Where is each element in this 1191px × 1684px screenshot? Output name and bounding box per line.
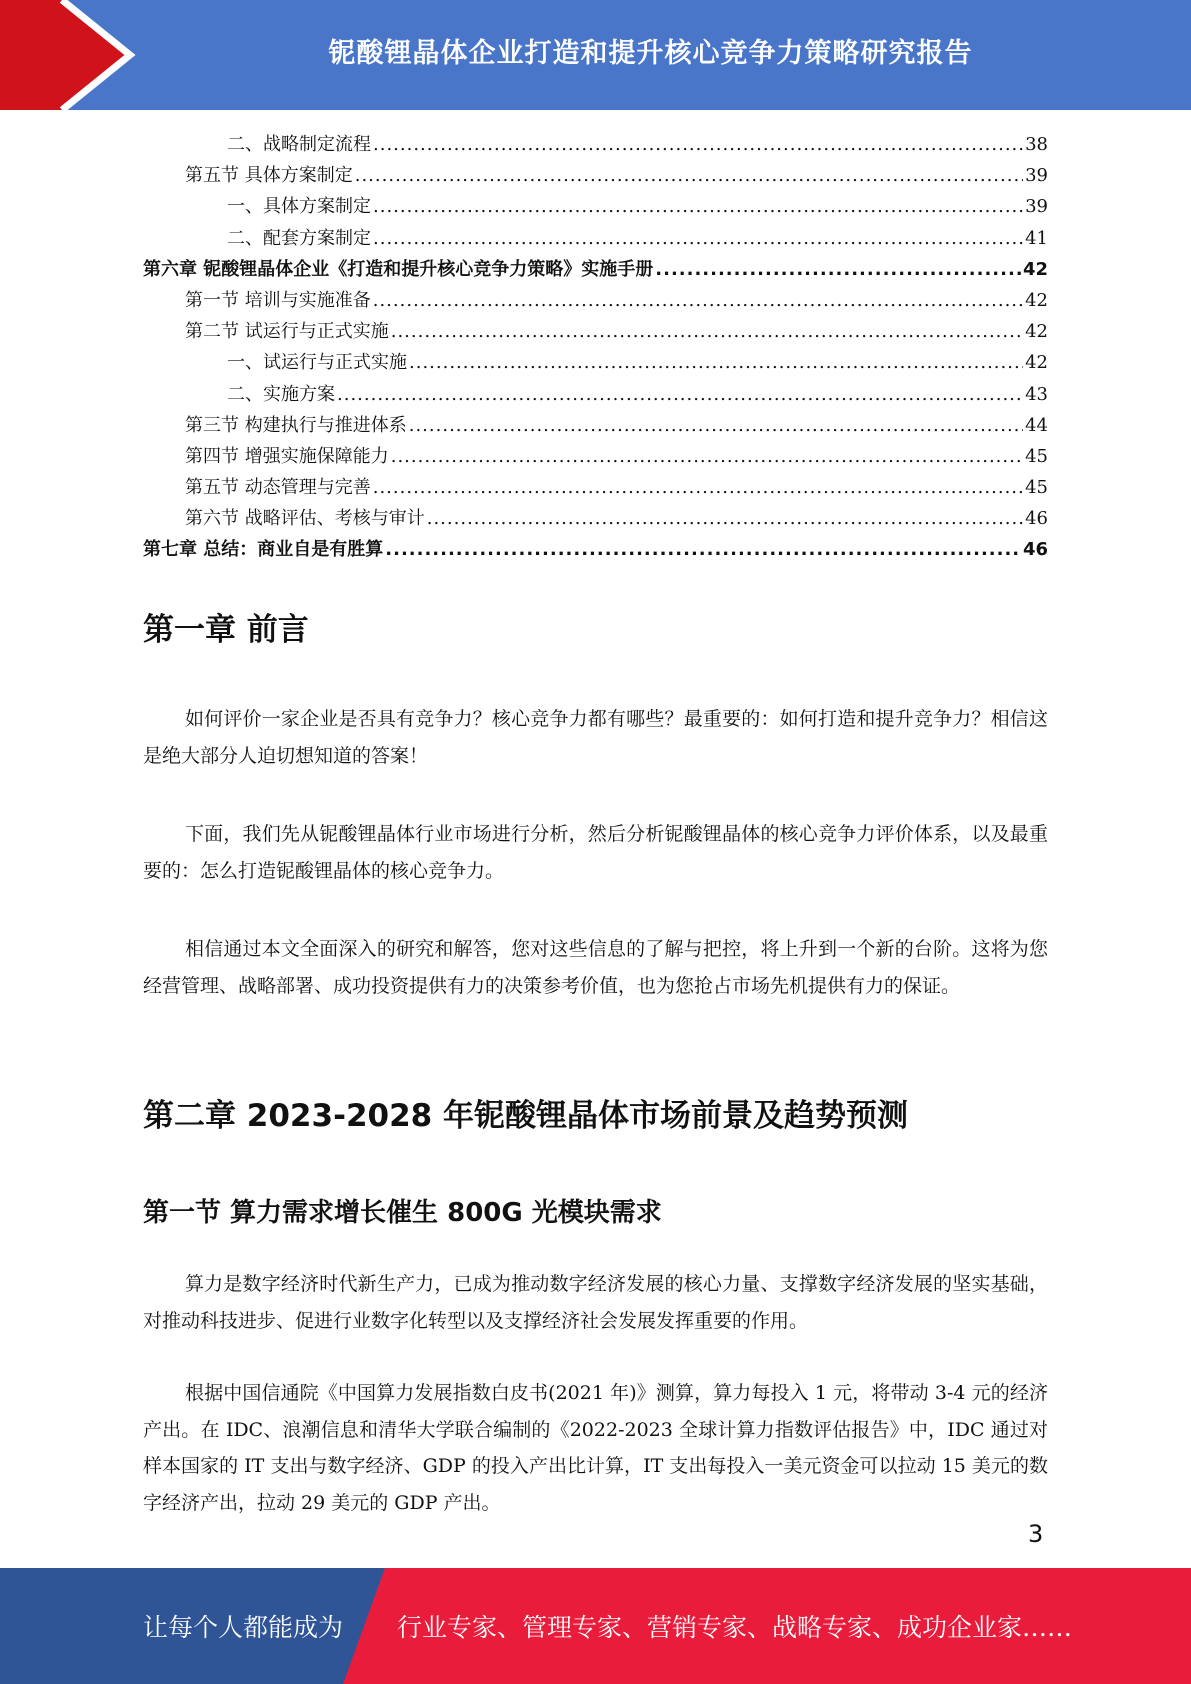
toc-entry-page: 41	[1025, 227, 1048, 249]
toc-entry-page: 39	[1025, 165, 1048, 187]
toc-leader-dots	[385, 534, 1021, 565]
toc-entry-page: 44	[1025, 414, 1048, 436]
table-of-contents	[143, 129, 1048, 566]
toc-entry-label: 二、配套方案制定	[227, 227, 371, 249]
page-footer	[0, 1568, 1191, 1684]
toc-entry[interactable]	[143, 503, 1048, 534]
toc-entry-label: 二、战略制定流程	[227, 134, 371, 155]
toc-entry-page: 38	[1025, 134, 1048, 155]
toc-entry[interactable]	[143, 191, 1048, 222]
section-paragraph: 算力是数字经济时代新生产力，已成为推动数字经济发展的核心力量、支撑数字经济发展的坚实基础，对推动科技进步、促进行业数字化转型以及支撑经济社会发展发挥重要的作用。	[143, 1273, 1048, 1332]
toc-entry[interactable]	[143, 410, 1048, 441]
toc-entry-label: 第六节 战略评估、考核与审计	[185, 508, 425, 530]
page-number: 3	[1028, 1520, 1044, 1548]
toc-entry-label: 第七章 总结：商业自是有胜算	[143, 539, 384, 561]
toc-entry-page: 43	[1025, 383, 1048, 405]
toc-leader-dots	[373, 223, 1023, 254]
chapter-1-paragraph: 如何评价一家企业是否具有竞争力？核心竞争力都有哪些？最重要的：如何打造和提升竞争力？相信这是绝大部分人迫切想知道的答案！	[143, 708, 1048, 767]
toc-entry[interactable]	[143, 223, 1048, 254]
toc-entry[interactable]	[143, 534, 1048, 565]
chapter-1-paragraph: 相信通过本文全面深入的研究和解答，您对这些信息的了解与把控，将上升到一个新的台阶。这将为您经营管理、战略部署、成功投资提供有力的决策参考价值，也为您抢占市场先机提供有力的保证。	[143, 938, 1048, 997]
toc-leader-dots	[391, 441, 1023, 472]
toc-entry-label: 二、实施方案	[227, 383, 335, 405]
toc-entry[interactable]	[143, 254, 1048, 285]
toc-entry[interactable]	[143, 441, 1048, 472]
toc-entry-page: 42	[1025, 289, 1048, 311]
toc-entry-label: 一、试运行与正式实施	[227, 352, 407, 374]
toc-leader-dots	[409, 347, 1023, 378]
toc-entry[interactable]	[143, 129, 1048, 160]
header-title: 铌酸锂晶体企业打造和提升核心竞争力策略研究报告	[328, 37, 973, 69]
chapter-2-heading: 第二章 2023-2028 年铌酸锂晶体市场前景及趋势预测	[143, 1098, 909, 1134]
toc-entry-page: 42	[1025, 321, 1048, 343]
toc-entry-label: 一、具体方案制定	[227, 196, 371, 218]
toc-leader-dots	[409, 410, 1023, 441]
toc-leader-dots	[373, 191, 1023, 222]
footer-slogan: 让每个人都能成为	[143, 1613, 344, 1642]
toc-entry-label: 第一节 培训与实施准备	[185, 289, 371, 311]
header-chevron-icon	[0, 0, 160, 110]
section-paragraph: 根据中国信通院《中国算力发展指数白皮书(2021 年)》测算，算力每投入 1 元，将带动 3-4 元的经济产出。在 IDC、浪潮信息和清华大学联合编制的《2022-2023 全球计算力指数评估报告》中，IDC 通过对样本国家的 IT 支出与数字经济、GDP 的投入产出比计算，IT 支出每投入一美元资金可以拉动 15 美元的数字经济产出，拉动 29 美元的 GDP 产出。	[143, 1382, 1048, 1514]
toc-leader-dots	[373, 472, 1023, 503]
toc-entry-label: 第四节 增强实施保障能力	[185, 445, 389, 467]
toc-leader-dots	[391, 316, 1023, 347]
toc-entry-page: 42	[1025, 352, 1048, 374]
toc-leader-dots	[655, 254, 1021, 285]
toc-entry-page: 39	[1025, 196, 1048, 218]
toc-leader-dots	[355, 160, 1023, 191]
chapter-1-paragraph: 下面，我们先从铌酸锂晶体行业市场进行分析，然后分析铌酸锂晶体的核心竞争力评价体系，以及最重要的：怎么打造铌酸锂晶体的核心竞争力。	[143, 823, 1048, 882]
toc-entry[interactable]	[143, 160, 1048, 191]
toc-leader-dots	[373, 285, 1023, 316]
toc-entry-label: 第五节 具体方案制定	[185, 165, 353, 187]
toc-entry[interactable]	[143, 285, 1048, 316]
page-header	[0, 0, 1191, 110]
toc-leader-dots	[427, 503, 1023, 534]
section-heading: 第一节 算力需求增长催生 800G 光模块需求	[143, 1198, 662, 1228]
toc-entry[interactable]	[143, 316, 1048, 347]
toc-entry-label: 第三节 构建执行与推进体系	[185, 414, 407, 436]
chapter-1-heading: 第一章 前言	[143, 612, 309, 648]
toc-leader-dots	[373, 129, 1023, 160]
toc-entry-page: 46	[1022, 539, 1048, 561]
toc-entry-label: 第六章 铌酸锂晶体企业《打造和提升核心竞争力策略》实施手册	[143, 258, 654, 280]
toc-entry-page: 45	[1025, 445, 1048, 467]
footer-roles: 行业专家、管理专家、营销专家、战略专家、成功企业家……	[397, 1613, 1073, 1642]
toc-leader-dots	[337, 379, 1023, 410]
toc-entry-page: 45	[1025, 477, 1048, 499]
toc-entry[interactable]	[143, 472, 1048, 503]
toc-entry-label: 第五节 动态管理与完善	[185, 477, 371, 499]
toc-entry-label: 第二节 试运行与正式实施	[185, 321, 389, 343]
toc-entry-page: 46	[1025, 508, 1048, 530]
toc-entry[interactable]	[143, 379, 1048, 410]
toc-entry[interactable]	[143, 347, 1048, 378]
toc-entry-page: 42	[1022, 258, 1048, 280]
